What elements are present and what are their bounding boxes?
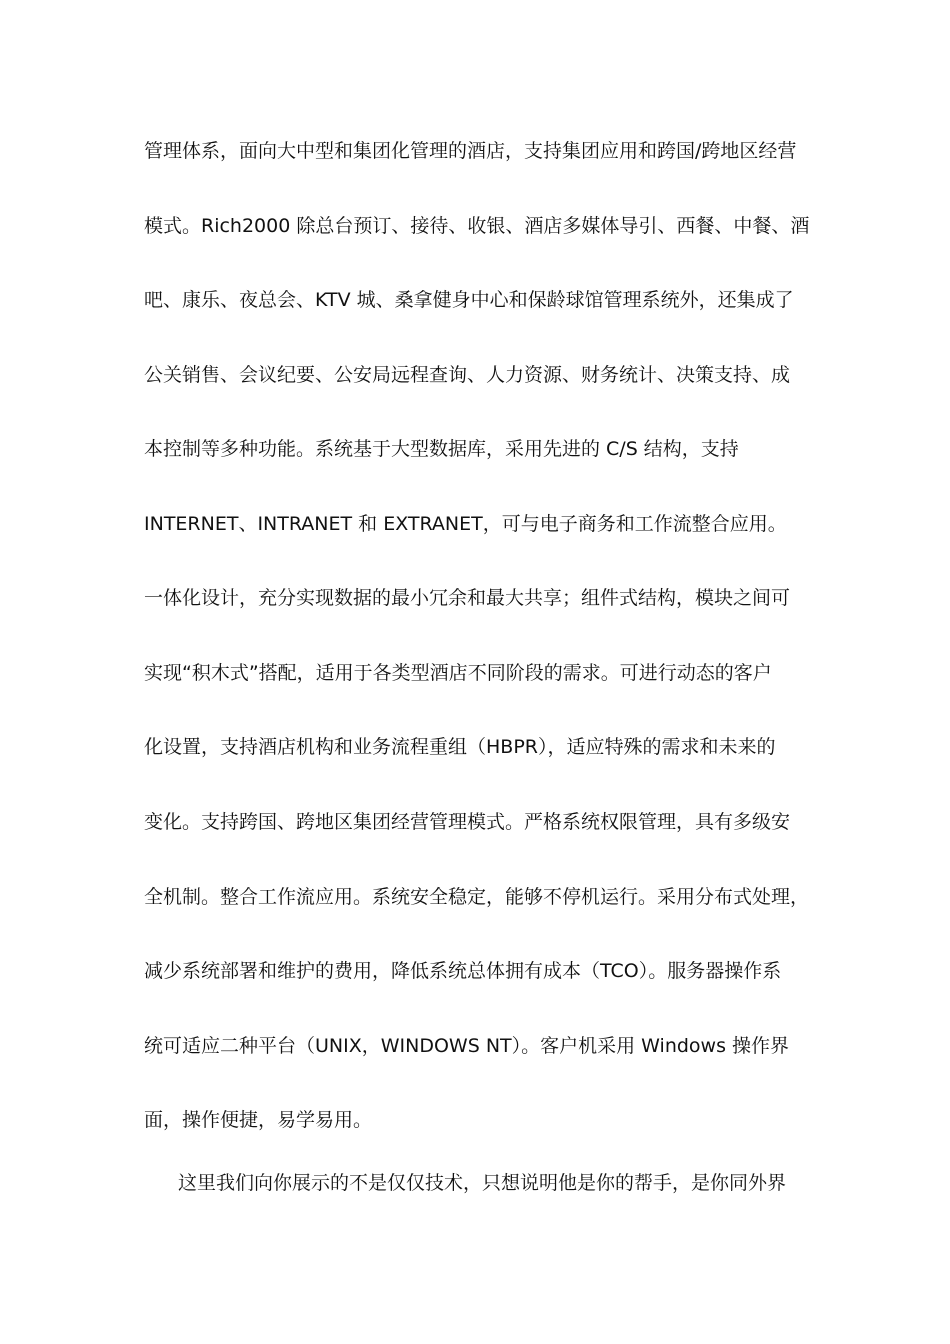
text-line: 本控制等多种功能。系统基于大型数据库，采用先进的 C/S 结构，支持 <box>144 438 739 460</box>
text-line: 吧、康乐、夜总会、KTV 城、桑拿健身中心和保龄球馆管理系统外，还集成了 <box>144 289 794 311</box>
text-line: 实现“积木式”搭配，适用于各类型酒店不同阶段的需求。可进行动态的客户 <box>144 662 772 684</box>
text-line: 公关销售、会议纪要、公安局远程查询、人力资源、财务统计、决策支持、成 <box>144 364 791 386</box>
paragraph-first-line: 这里我们向你展示的不是仅仅技术，只想说明他是你的帮手，是你同外界 <box>178 1172 787 1194</box>
text-line: 模式。Rich2000 除总台预订、接待、收银、酒店多媒体导引、西餐、中餐、酒 <box>144 215 810 237</box>
text-line: 全机制。整合工作流应用。系统安全稳定，能够不停机运行。采用分布式处理， <box>144 886 810 908</box>
text-line: 一体化设计，充分实现数据的最小冗余和最大共享；组件式结构，模块之间可 <box>144 587 791 609</box>
text-line: 变化。支持跨国、跨地区集团经营管理模式。严格系统权限管理，具有多级安 <box>144 811 791 833</box>
text-line: INTERNET、INTRANET 和 EXTRANET，可与电子商务和工作流整合应用。 <box>144 513 787 535</box>
text-line: 面，操作便捷，易学易用。 <box>144 1109 373 1131</box>
text-line: 统可适应二种平台（UNIX，WINDOWS NT）。客户机采用 Windows 操作界 <box>144 1035 790 1057</box>
text-line: 管理体系，面向大中型和集团化管理的酒店，支持集团应用和跨国/跨地区经营 <box>144 140 797 162</box>
text-line: 化设置，支持酒店机构和业务流程重组（HBPR），适应特殊的需求和未来的 <box>144 736 776 758</box>
text-line: 减少系统部署和维护的费用，降低系统总体拥有成本（TCO）。服务器操作系 <box>144 960 782 982</box>
